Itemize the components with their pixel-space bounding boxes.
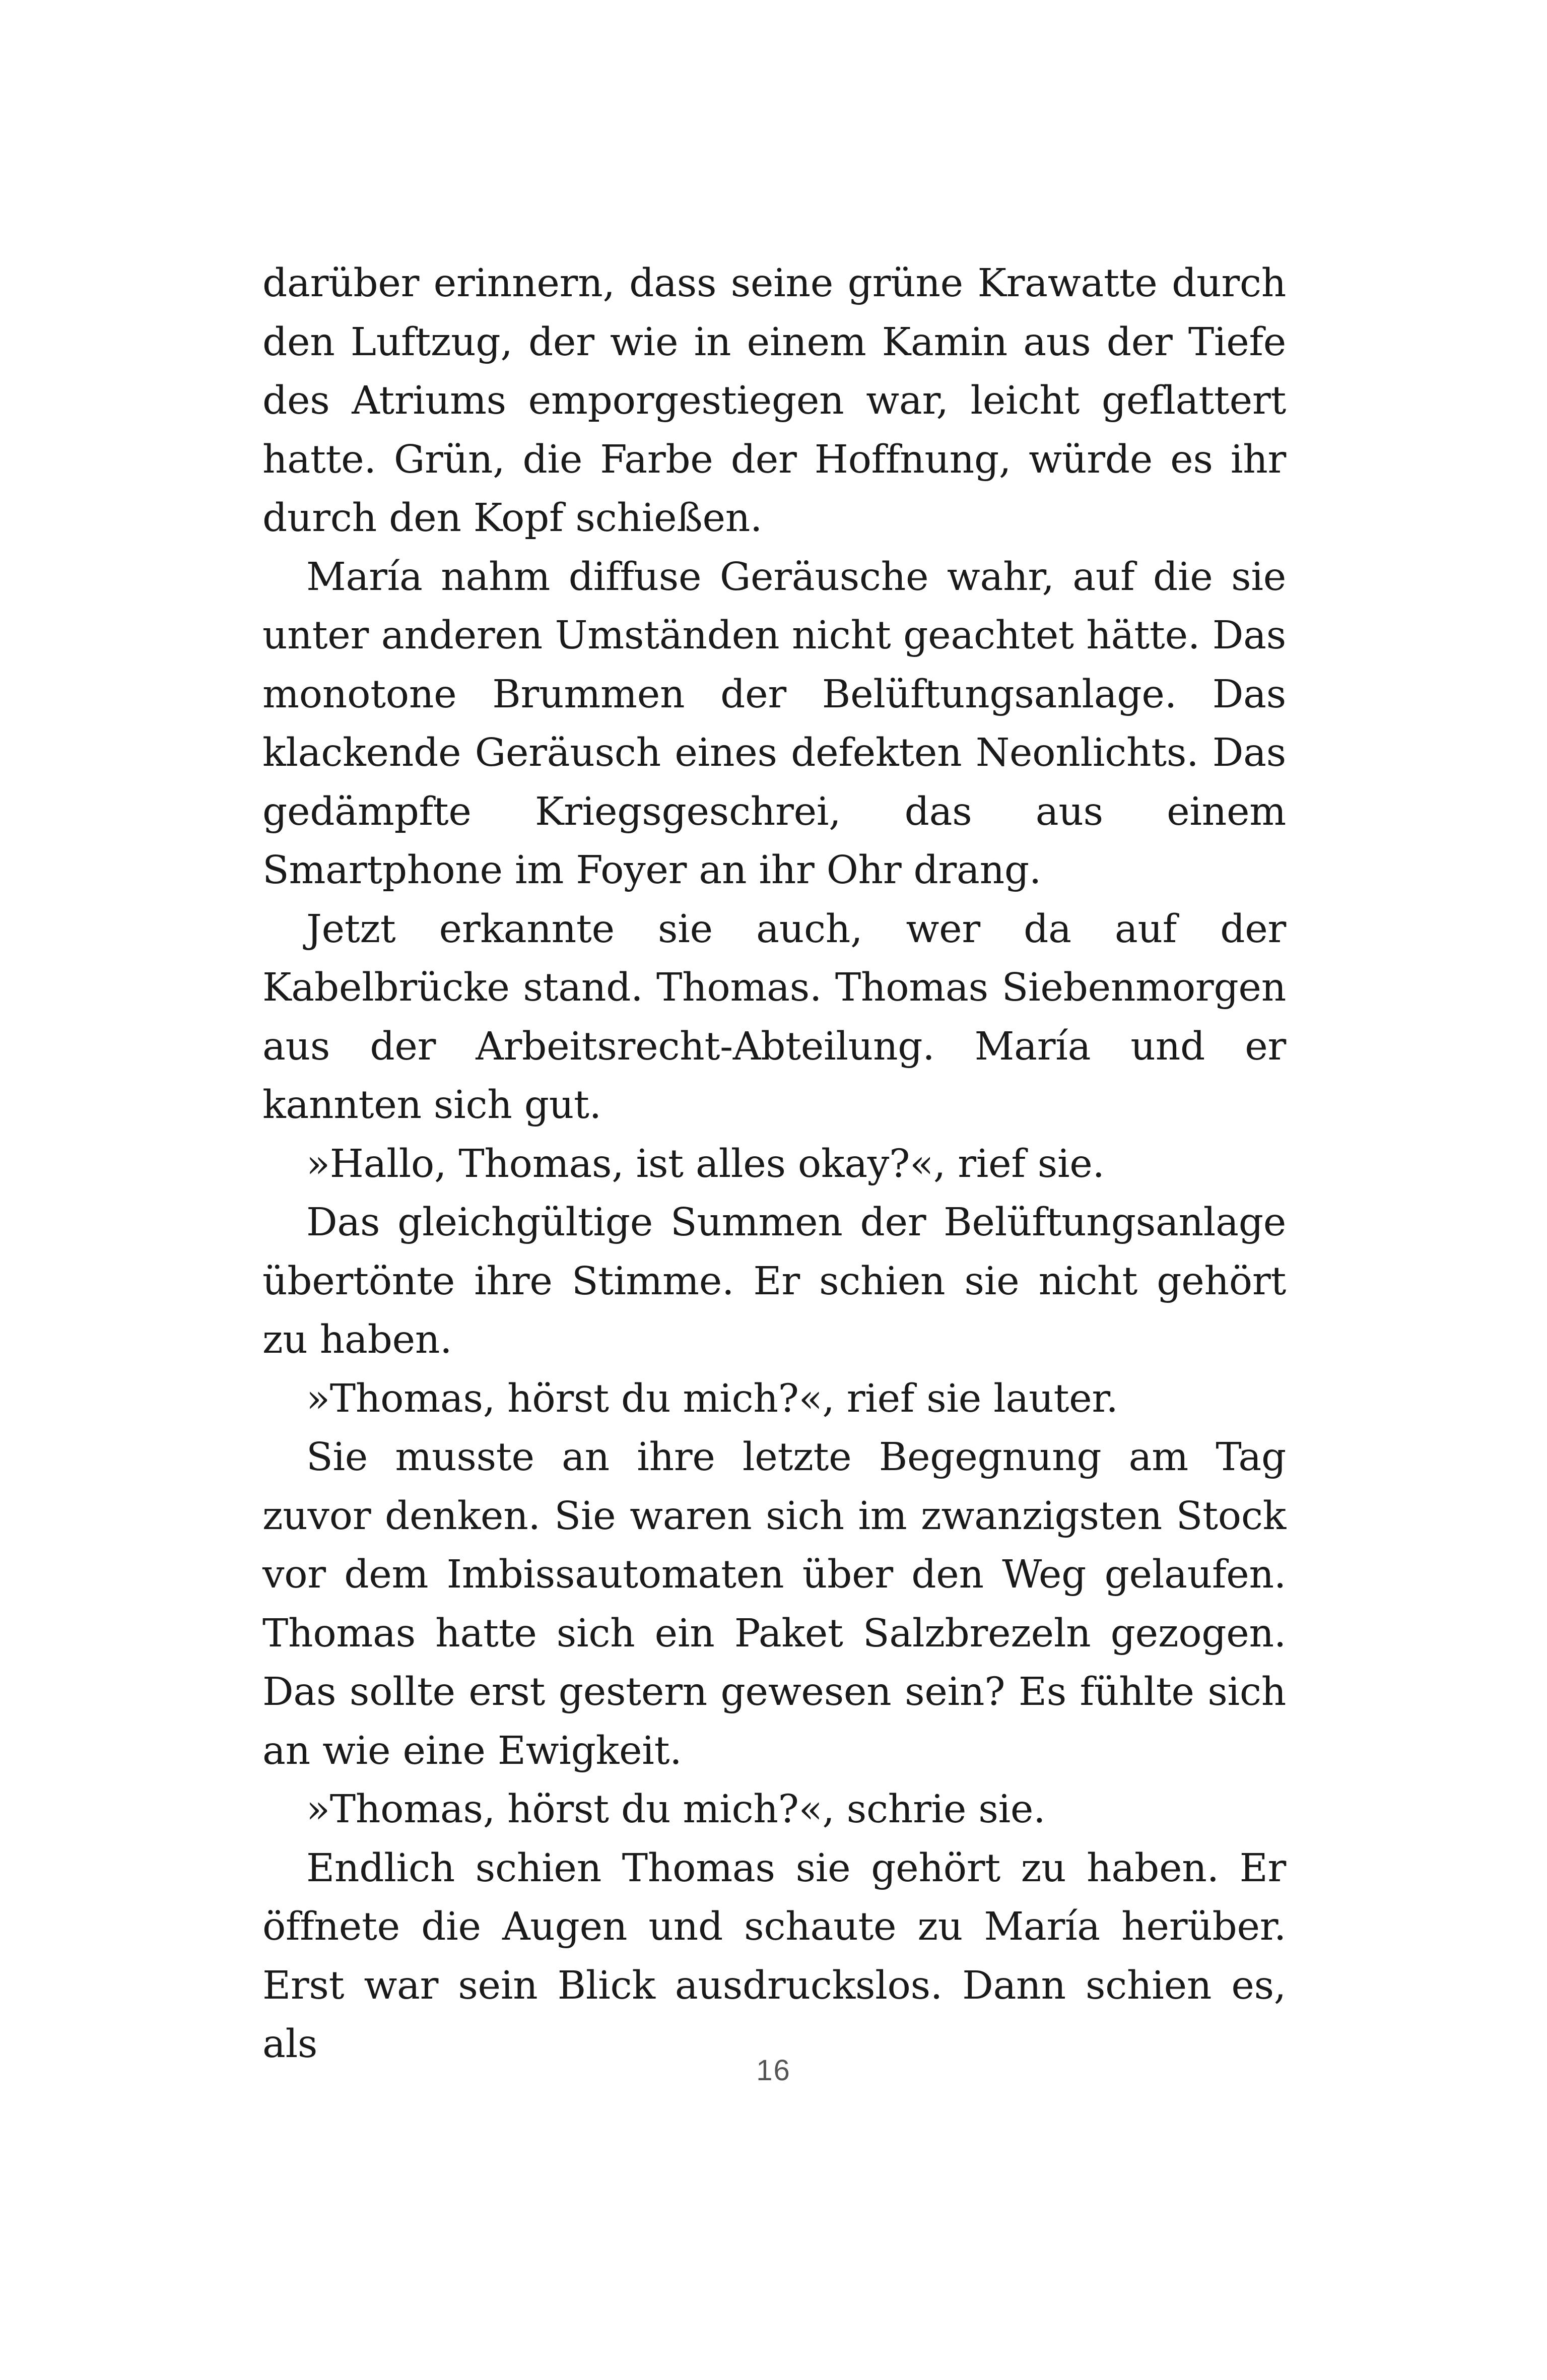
body-text (262, 254, 1286, 2074)
page-number: 16 (756, 2054, 791, 2087)
paragraph: María nahm diffuse Geräusche wahr, auf die sie unter anderen Umständen nicht geachtet hätte. Das monotone Brummen der Belüftungsanlage. Das klackende Geräusch eines defekten Neonlichts. Das gedämpfte Kriegsgeschrei, das aus einem Smartphone im Foyer an ihr Ohr drang. (262, 554, 1286, 893)
paragraph: Das gleichgültige Summen der Belüftungsanlage übertönte ihre Stimme. Er schien sie nicht gehört zu haben. (262, 1200, 1286, 1362)
paragraph: »Thomas, hörst du mich?«, schrie sie. (306, 1787, 1046, 1832)
paragraph: darüber erinnern, dass seine grüne Krawatte durch den Luftzug, der wie in einem Kamin aus der Tiefe des Atriums emporgestiegen war, leicht geflattert hatte. Grün, die Farbe der Hoffnung, würde es ihr durch den Kopf schießen. (262, 261, 1286, 541)
paragraph: Sie musste an ihre letzte Begegnung am Tag zuvor denken. Sie waren sich im zwanzigsten Stock vor dem Imbissautomaten über den Weg gelaufen. Thomas hatte sich ein Paket Salzbrezeln gezogen. Das sollte erst gestern gewesen sein? Es fühlte sich an wie eine Ewigkeit. (262, 1435, 1286, 1773)
paragraph: Jetzt erkannte sie auch, wer da auf der Kabelbrücke stand. Thomas. Thomas Siebenmorgen aus der Arbeitsrecht-Abteilung. María und er kannten sich gut. (262, 906, 1286, 1128)
paragraph: Endlich schien Thomas sie gehört zu haben. Er öffnete die Augen und schaute zu María herüber. Erst war sein Blick ausdruckslos. Dann schien es, als (262, 1845, 1286, 2067)
paragraph: »Thomas, hörst du mich?«, rief sie lauter. (306, 1376, 1118, 1421)
paragraph: »Hallo, Thomas, ist alles okay?«, rief sie. (306, 1141, 1105, 1186)
